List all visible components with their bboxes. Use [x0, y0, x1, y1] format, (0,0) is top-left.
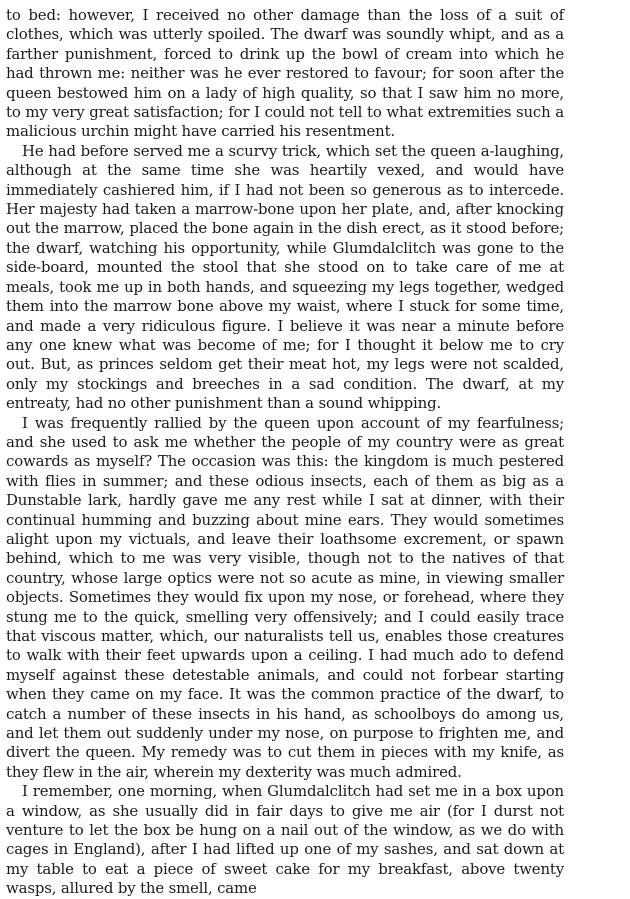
paragraph-3: I was frequently rallied by the queen upon account of my fearfulness; and she used to ask me whether the people of my country were as great cowards as myself? The occasion was this: the kingdom is much pestered with flies in summer; and these odious insects, each of them as big as a Dunstable lark, hardly gave me any rest while I sat at dinner, with their continual humming and buzzing about mine ears. They would sometimes alight upon my victuals, and leave their loathsome excrement, or spawn behind, which to me was very visible, though not to the natives of that country, whose large optics were not so acute as mine, in viewing smaller objects. Sometimes they would fix upon my nose, or forehead, where they stung me to the quick, smelling very offensively; and I could easily trace that viscous matter, which, our naturalists tell us, enables those creatures to walk with their feet upwards upon a ceiling. I had much ado to defend myself against these detestable animals, and could not forbear starting when they came on my face. It was the common practice of the dwarf, to catch a number of these insects in his hand, as schoolboys do among us, and let them out suddenly under my nose, on purpose to frighten me, and divert the queen. My remedy was to cut them in pieces with my knife, as they flew in the air, wherein my dexterity was much admired. — [6, 413, 564, 781]
book-page — [6, 6, 564, 899]
paragraph-2: He had before served me a scurvy trick, which set the queen a-laughing, although at the same time she was heartily vexed, and would have immediately cashiered him, if I had not been so generous as to intercede. Her majesty had taken a marrow-bone upon her plate, and, after knocking out the marrow, placed the bone again in the dish erect, as it stood before; the dwarf, watching his opportunity, while Glumdalclitch was gone to the side-board, mounted the stool that she stood on to take care of me at meals, took me up in both hands, and squeezing my legs together, wedged them into the marrow bone above my waist, where I stuck for some time, and made a very ridiculous figure. I believe it was near a minute before any one knew what was become of me; for I thought it below me to cry out. But, as princes seldom get their meat hot, my legs were not scalded, only my stockings and breeches in a sad condition. The dwarf, at my entreaty, had no other punishment than a sound whipping. — [6, 141, 564, 413]
paragraph-4: I remember, one morning, when Glumdalclitch had set me in a box upon a window, as she usually did in fair days to give me air (for I durst not venture to let the box be hung on a nail out of the window, as we do with cages in England), after I had lifted up one of my sashes, and sat down at my table to eat a piece of sweet cake for my breakfast, above twenty wasps, allured by the smell, came — [6, 782, 564, 898]
paragraph-1: to bed: however, I received no other damage than the loss of a suit of clothes, which was utterly spoiled. The dwarf was soundly whipt, and as a farther punishment, forced to drink up the bowl of cream into which he had thrown me: neither was he ever restored to favour; for soon after the queen bestowed him on a lady of high quality, so that I saw him no more, to my very great satisfaction; for I could not tell to what extremities such a malicious urchin might have carried his resentment. — [6, 6, 564, 141]
